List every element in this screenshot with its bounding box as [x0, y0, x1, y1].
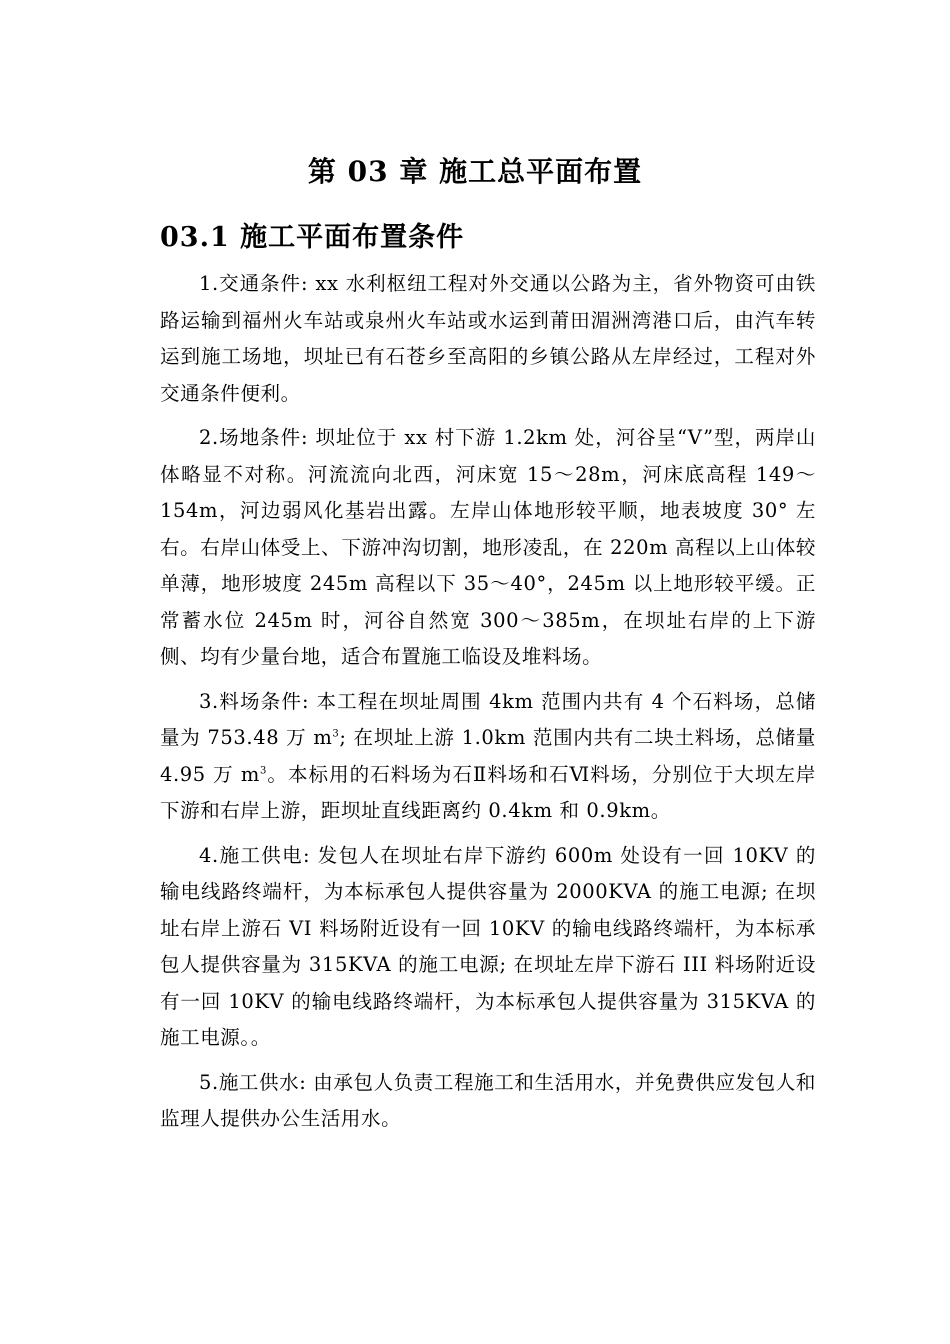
- section-body: [160, 266, 816, 1146]
- paragraph-material-yard-conditions: [160, 684, 816, 830]
- chapter-title: 第 03 章 施工总平面布置: [307, 155, 643, 188]
- superscript-cubic-1: 3: [332, 728, 340, 740]
- section-title: 03.1 施工平面布置条件: [160, 222, 465, 253]
- paragraph-power-supply: 4.施工供电: 发包人在坝址右岸下游约 600m 处设有一回 10KV 的输电线路终端杆，为本标承包人提供容量为 2000KVA 的施工电源; 在坝址右岸上游石 VI 料场附近设有一回 10KV 的输电线路终端杆，为本标承包人提供容量为 315KVA 的施工电源; 在坝址左岸下游石 III 料场附近设有一回 10KV 的输电线路终端杆，为本标承包人提供容量为 315KVA 的施工电源。。: [160, 843, 816, 1049]
- paragraph-traffic-conditions: 1.交通条件: xx 水利枢纽工程对外交通以公路为主，省外物资可由铁路运输到福州火车站或泉州火车站或水运到莆田湄洲湾港口后，由汽车转运到施工场地，坝址已有石苍乡至高阳的乡镇公路从左岸经过，工程对外交通条件便利。: [160, 272, 816, 405]
- material-text-part-1: 3.料场条件: 本工程在坝址周围 4km 范围内共有 4 个石料场，总储量为 753.48 万 m: [160, 689, 816, 749]
- paragraph-water-supply: 5.施工供水: 由承包人负责工程施工和生活用水，并免费供应发包人和监理人提供办公生活用水。: [160, 1070, 816, 1130]
- superscript-cubic-2: 3: [260, 765, 267, 776]
- paragraph-site-conditions: 2.场地条件: 坝址位于 xx 村下游 1.2km 处，河谷呈“V”型，两岸山体略显不对称。河流流向北西，河床宽 15～28m，河床底高程 149～154m，河边弱风化基岩出露。左岸山体地形较平顺，地表坡度 30° 左右。右岸山体受上、下游冲沟切割，地形凌乱，在 220m 高程以上山体较单薄，地形坡度 245m 高程以下 35～40°，245m 以上地形较平缓。正常蓄水位 245m 时，河谷自然宽 300～385m，在坝址右岸的上下游侧、均有少量台地，适合布置施工临设及堆料场。: [160, 426, 816, 668]
- material-text-part-3: 。本标用的石料场为石Ⅱ料场和石Ⅵ料场，分别位于大坝左岸下游和右岸上游，距坝址直线距离约 0.4km 和 0.9km。: [160, 762, 816, 822]
- material-text-part-2: ; 在坝址上游 1.0km 范围内共有二块土料场，总储量 4.95 万 m: [160, 726, 816, 786]
